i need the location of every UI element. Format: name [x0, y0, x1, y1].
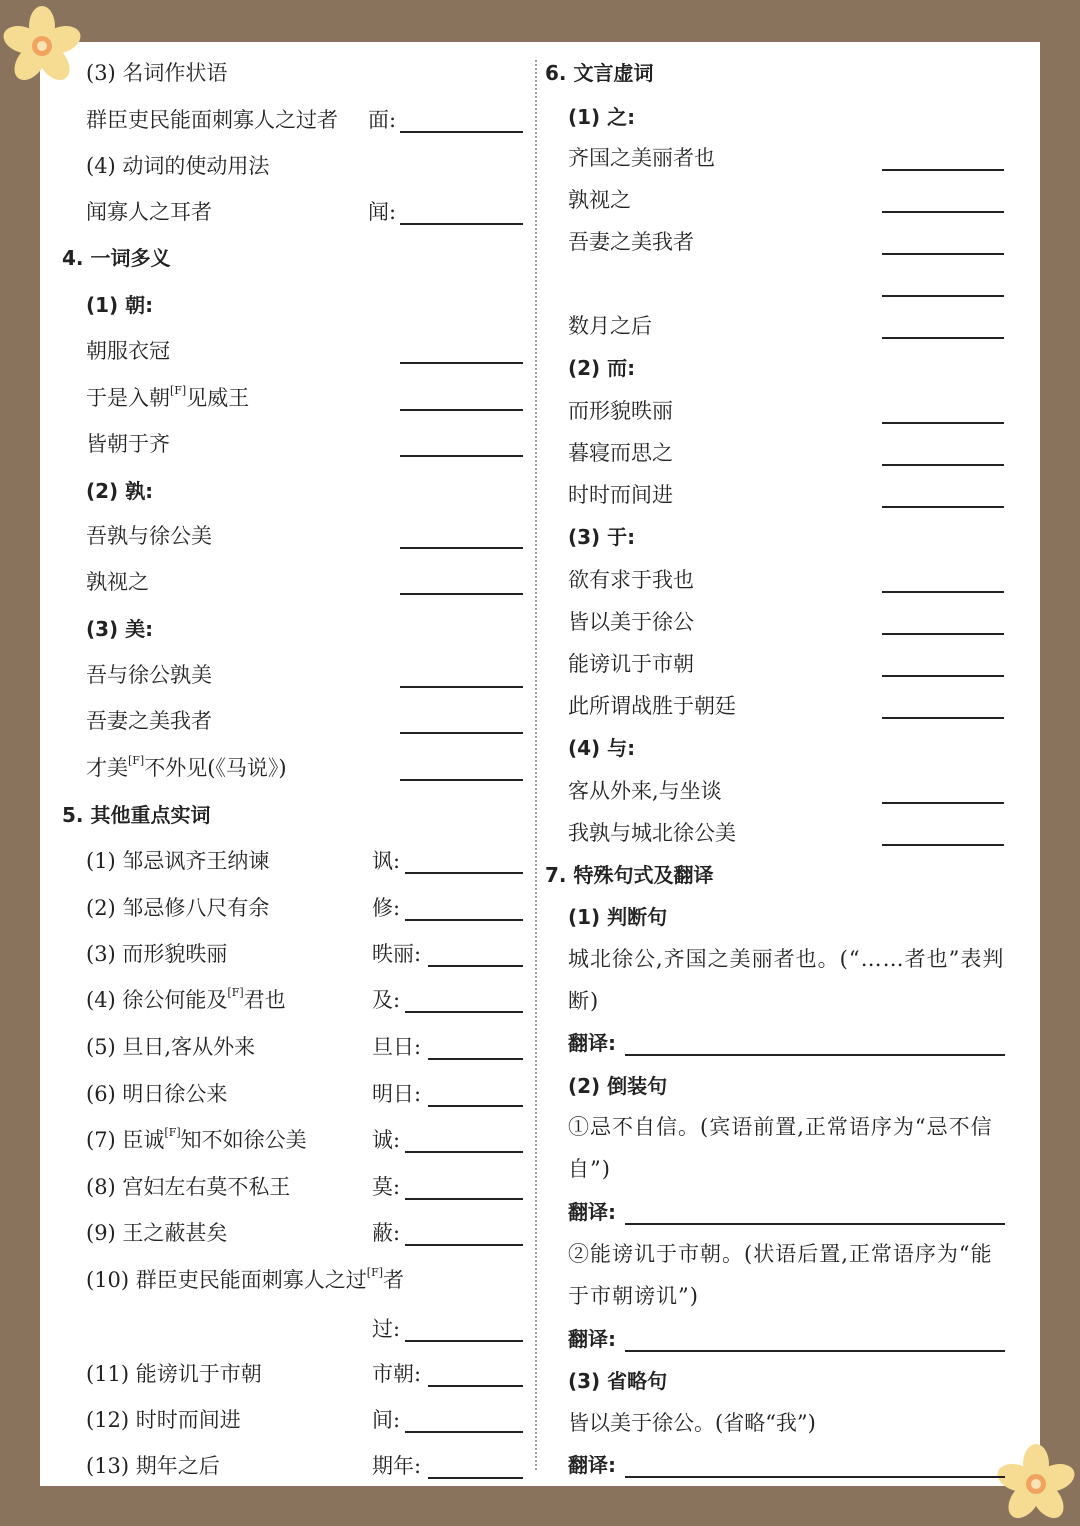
answer-label: 市朝: [372, 1362, 422, 1386]
answer-blank[interactable] [400, 455, 523, 457]
answer-blank[interactable] [400, 131, 523, 133]
translate-label: 翻译: [568, 1031, 616, 1055]
example-sentence: 吾妻之美我者 [568, 230, 694, 254]
example-sentence: 朝服衣冠 [86, 339, 170, 363]
translation-blank[interactable] [625, 1350, 1005, 1352]
answer-blank[interactable] [400, 686, 523, 688]
list-item: (8) 宫妇左右莫不私王 [86, 1175, 291, 1199]
answer-blank[interactable] [400, 779, 523, 781]
section-title-polysemy: 4. 一词多义 [62, 246, 171, 270]
answer-blank[interactable] [400, 732, 523, 734]
column-divider [535, 60, 537, 1470]
example-sentence: 我孰与城北徐公美 [568, 821, 736, 845]
answer-blank[interactable] [882, 506, 1004, 508]
example-sentence: 闻寡人之耳者 [86, 200, 212, 224]
answer-blank[interactable] [405, 1340, 523, 1342]
list-item: (6) 明日徐公来 [86, 1082, 228, 1106]
example-sentence: 群臣吏民能面刺寡人之过者 [86, 108, 338, 132]
answer-label: 面: [368, 108, 397, 132]
example-sentence: 此所谓战胜于朝廷 [568, 694, 736, 718]
subsection-omission: (3) 省略句 [568, 1369, 668, 1393]
example-sentence: 而形貌昳丽 [568, 399, 673, 423]
example-sentence: 数月之后 [568, 314, 652, 338]
translate-label: 翻译: [568, 1453, 616, 1477]
inversion-sentence-2: ②能谤讥于市朝。(状语后置,正常语序为“能于市朝谤讥”) [568, 1242, 993, 1308]
answer-blank[interactable] [882, 295, 1004, 297]
example-sentence: 才美[F]不外见(《马说》) [86, 754, 287, 780]
example-sentence: 皆朝于齐 [86, 432, 170, 456]
list-item: (13) 期年之后 [86, 1454, 220, 1478]
list-item: (3) 而形貌昳丽 [86, 942, 228, 966]
flower-icon [2, 6, 84, 86]
example-sentence: 吾妻之美我者 [86, 709, 212, 733]
answer-blank[interactable] [882, 422, 1004, 424]
answer-blank[interactable] [405, 1431, 523, 1433]
omission-sentence: 皆以美于徐公。(省略“我”) [568, 1411, 816, 1435]
answer-blank[interactable] [882, 169, 1004, 171]
answer-label: 修: [372, 896, 401, 920]
answer-blank[interactable] [882, 675, 1004, 677]
answer-blank[interactable] [405, 919, 523, 921]
list-item: (10) 群臣吏民能面刺寡人之过[F]者 [86, 1266, 405, 1292]
list-item: (5) 旦日,客从外来 [86, 1035, 256, 1059]
example-sentence: 孰视之 [568, 188, 631, 212]
answer-blank[interactable] [882, 211, 1004, 213]
answer-blank[interactable] [428, 1058, 523, 1060]
answer-label: 蔽: [372, 1221, 401, 1245]
answer-blank[interactable] [882, 253, 1004, 255]
answer-blank[interactable] [882, 464, 1004, 466]
subsection-shu: (2) 孰: [86, 479, 154, 503]
list-item: (11) 能谤讥于市朝 [86, 1362, 262, 1386]
answer-blank[interactable] [400, 362, 523, 364]
subsection-chao: (1) 朝: [86, 293, 154, 317]
judgment-sentence: 城北徐公,齐国之美丽者也。(“……者也”表判断) [568, 947, 1005, 1013]
subsection-er: (2) 而: [568, 356, 636, 380]
answer-blank[interactable] [405, 872, 523, 874]
answer-label: 莫: [372, 1175, 401, 1199]
answer-label: 过: [372, 1317, 401, 1341]
example-sentence: 吾孰与徐公美 [86, 524, 212, 548]
answer-label: 旦日: [372, 1035, 422, 1059]
subsection-zhi: (1) 之: [568, 105, 636, 129]
example-sentence: 于是入朝[F]见威王 [86, 384, 250, 410]
subsection-yu: (3) 于: [568, 525, 636, 549]
answer-label: 明日: [372, 1082, 422, 1106]
example-sentence: 吾与徐公孰美 [86, 663, 212, 687]
answer-blank[interactable] [400, 409, 523, 411]
answer-blank[interactable] [882, 337, 1004, 339]
answer-blank[interactable] [428, 1385, 523, 1387]
answer-blank[interactable] [882, 591, 1004, 593]
subsection-yu-with: (4) 与: [568, 736, 636, 760]
list-item: (12) 时时而间进 [86, 1408, 241, 1432]
list-item: (1) 邹忌讽齐王纳谏 [86, 849, 270, 873]
answer-blank[interactable] [400, 547, 523, 549]
section-title-special-sentences: 7. 特殊句式及翻译 [545, 863, 714, 887]
example-sentence: 暮寝而思之 [568, 441, 673, 465]
answer-blank[interactable] [428, 1105, 523, 1107]
answer-blank[interactable] [882, 802, 1004, 804]
translate-label: 翻译: [568, 1200, 616, 1224]
section-title-content-words: 5. 其他重点实词 [62, 803, 211, 827]
example-sentence: 能谤讥于市朝 [568, 652, 694, 676]
example-sentence: 皆以美于徐公 [568, 610, 694, 634]
translation-blank[interactable] [625, 1223, 1005, 1225]
footnote-mark: [F] [164, 1126, 181, 1139]
inversion-sentence-1: ①忌不自信。(宾语前置,正常语序为“忌不信自”) [568, 1115, 993, 1181]
answer-blank[interactable] [405, 1151, 523, 1153]
footnote-mark: [F] [128, 754, 145, 767]
answer-blank[interactable] [405, 1198, 523, 1200]
answer-blank[interactable] [882, 717, 1004, 719]
footnote-mark: [F] [170, 384, 187, 397]
answer-blank[interactable] [400, 223, 523, 225]
answer-label: 间: [372, 1408, 401, 1432]
translation-blank[interactable] [625, 1476, 1005, 1478]
answer-blank[interactable] [882, 633, 1004, 635]
example-sentence: 齐国之美丽者也 [568, 146, 715, 170]
footnote-mark: [F] [227, 986, 244, 999]
answer-label: 昳丽: [372, 942, 422, 966]
answer-label: 诚: [372, 1128, 401, 1152]
subsection-mei: (3) 美: [86, 617, 154, 641]
subsection-judgment: (1) 判断句 [568, 905, 668, 929]
answer-blank[interactable] [428, 965, 523, 967]
answer-blank[interactable] [428, 1477, 523, 1479]
footnote-mark: [F] [366, 1266, 384, 1279]
example-sentence: 孰视之 [86, 570, 149, 594]
answer-label: 期年: [372, 1454, 422, 1478]
example-sentence: 客从外来,与坐谈 [568, 779, 722, 803]
answer-blank[interactable] [882, 844, 1004, 846]
flower-icon [996, 1444, 1078, 1524]
translate-label: 翻译: [568, 1327, 616, 1351]
example-sentence: 时时而间进 [568, 483, 673, 507]
subsection-inversion: (2) 倒装句 [568, 1074, 668, 1098]
answer-label: 及: [372, 988, 401, 1012]
answer-label: 闻: [368, 200, 397, 224]
list-item: (9) 王之蔽甚矣 [86, 1221, 228, 1245]
list-item: (4) 徐公何能及[F]君也 [86, 986, 286, 1012]
answer-label: 讽: [372, 849, 401, 873]
translation-blank[interactable] [625, 1054, 1005, 1056]
list-item: (2) 邹忌修八尺有余 [86, 896, 270, 920]
example-sentence: 欲有求于我也 [568, 568, 694, 592]
answer-blank[interactable] [405, 1244, 523, 1246]
subsection-causative: (4) 动词的使动用法 [86, 154, 270, 178]
section-title-function-words: 6. 文言虚词 [545, 61, 654, 85]
answer-blank[interactable] [400, 593, 523, 595]
answer-blank[interactable] [405, 1011, 523, 1013]
subsection-adverbial: (3) 名词作状语 [86, 61, 228, 85]
list-item: (7) 臣诚[F]知不如徐公美 [86, 1126, 307, 1152]
